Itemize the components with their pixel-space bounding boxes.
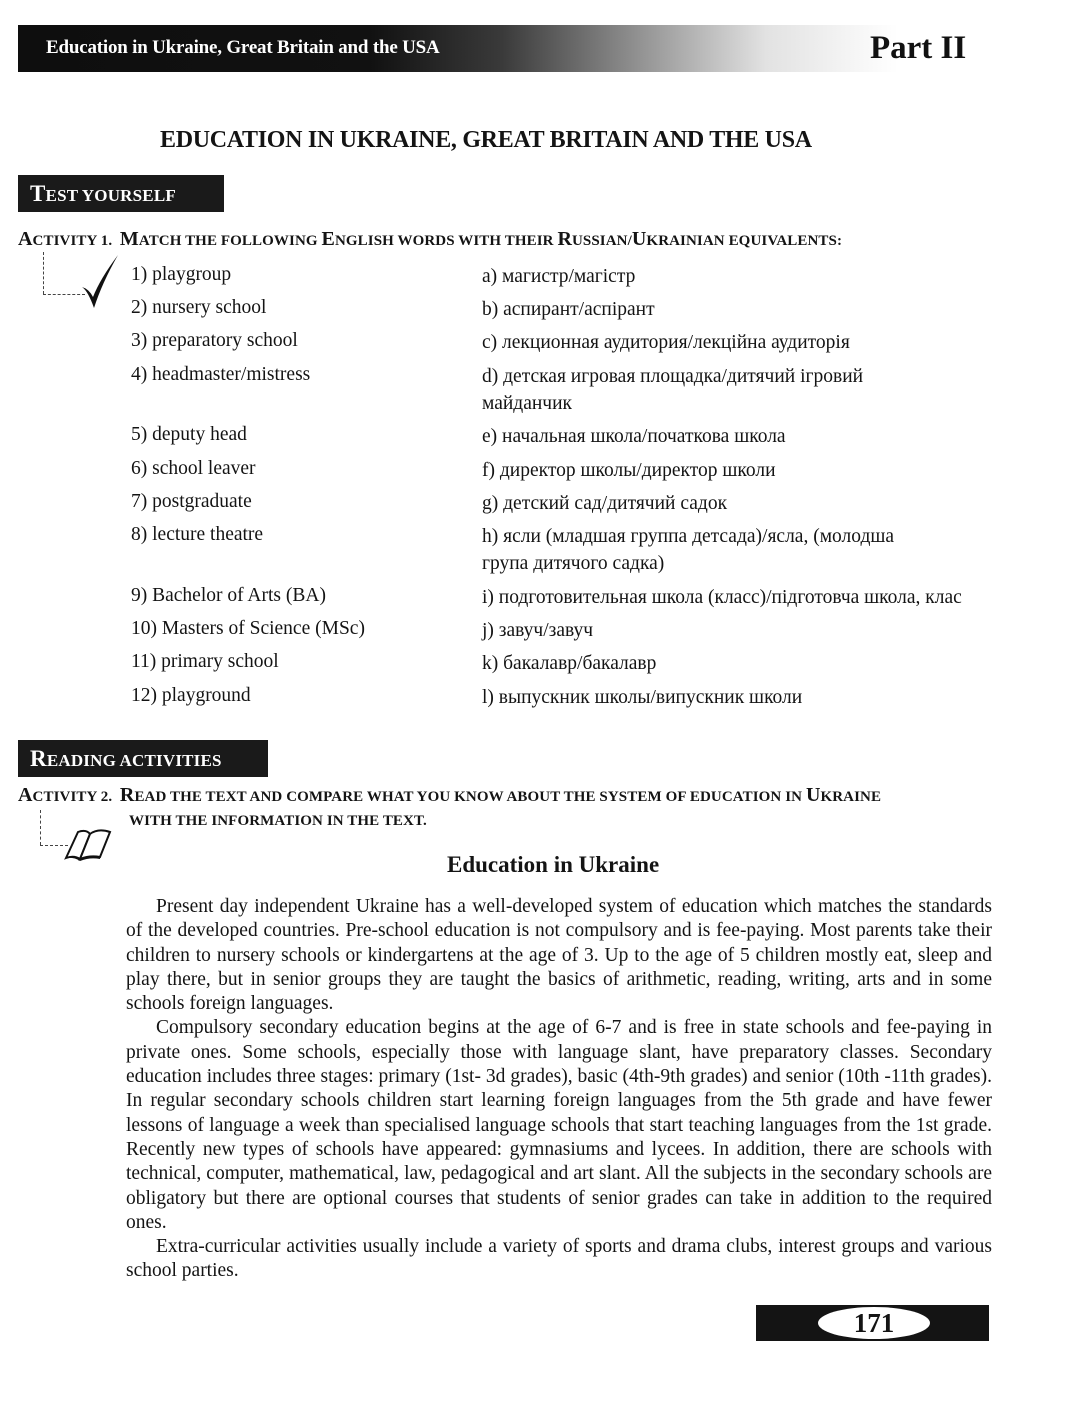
equivalent-line: k) бакалавр/бакалавр bbox=[482, 653, 657, 674]
equivalent-item bbox=[482, 490, 727, 517]
part-label: Part II bbox=[870, 30, 967, 66]
english-term: 10) Masters of Science (MSc) bbox=[131, 618, 365, 639]
paragraph: Extra-curricular activities usually include a variety of sports and drama clubs, interest groups and various school parties. bbox=[126, 1236, 992, 1282]
instr-text: KRAINIAN EQUIVALENTS: bbox=[646, 233, 843, 249]
english-term: 7) postgraduate bbox=[131, 491, 252, 512]
equivalent-item bbox=[482, 457, 776, 484]
section-tag-test-yourself bbox=[18, 175, 224, 212]
equivalent-item bbox=[482, 329, 850, 356]
running-header-title: Education in Ukraine, Great Britain and the USA bbox=[46, 37, 440, 58]
instr-cap: E bbox=[321, 228, 335, 250]
reading-title: Education in Ukraine bbox=[447, 852, 660, 877]
equivalent-line: g) детский сад/дитячий садок bbox=[482, 493, 728, 514]
paragraph: Compulsory secondary education begins at the age of 6-7 and is free in state schools and fee-paying in private ones. Some schools, especially those with language slant, have preparatory classes. Secondary education includes three stages: primary (1st- 3d grades), basic (4th-9th grades) and senior (10th -11th grades). In regular secondary schools children start learning foreign languages from the 5th grade and have fewer lessons of language a week than specialised language schools that start teaching languages from the 1st grade. Recently new types of schools have appeared: gymnasiums and lycees. In addition, there are schools with technical, computer, mathematical, law, pedagogical and art slant. All the subjects in the secondary schools are obligatory but there are optional courses that students of senior grades can take in addition to the required ones. bbox=[126, 1017, 992, 1233]
equivalent-line: a) магистр/магістр bbox=[482, 266, 636, 287]
equivalent-line: f) директор школы/директор школи bbox=[482, 460, 776, 481]
equivalent-line: b) аспирант/аспірант bbox=[482, 299, 655, 320]
activity-2-instruction bbox=[18, 784, 881, 807]
equivalent-item bbox=[482, 363, 863, 417]
connector-line bbox=[43, 252, 44, 294]
instr-text: KRAINE bbox=[820, 789, 882, 805]
equivalent-line: e) начальная школа/початкова школа bbox=[482, 426, 786, 447]
instr-text: EAD THE TEXT AND COMPARE WHAT YOU KNOW ABOUT THE SYSTEM OF EDUCATION IN bbox=[134, 789, 806, 805]
tag-rest: EADING ACTIVITIES bbox=[46, 751, 222, 770]
tag-cap: T bbox=[30, 181, 46, 206]
tag-rest: EST YOURSELF bbox=[45, 186, 176, 205]
equivalent-item bbox=[482, 684, 802, 711]
section-tag-reading-activities bbox=[18, 740, 268, 777]
chapter-title: EDUCATION IN UKRAINE, GREAT BRITAIN AND THE USA bbox=[160, 127, 812, 153]
instr-text: ATCH THE FOLLOWING bbox=[138, 233, 322, 249]
english-term: 2) nursery school bbox=[131, 297, 267, 318]
equivalent-line: група дитячого садка) bbox=[482, 553, 665, 574]
activity-label-cap: A bbox=[18, 228, 33, 250]
tag-cap: R bbox=[30, 746, 47, 771]
page-number: 171 bbox=[853, 1308, 895, 1338]
instr-cap: U bbox=[631, 228, 647, 250]
instr-cap: M bbox=[119, 228, 139, 250]
english-term: 11) primary school bbox=[131, 651, 279, 672]
english-term: 8) lecture theatre bbox=[131, 524, 264, 545]
connector-line bbox=[40, 810, 41, 845]
instr-cap: R bbox=[557, 228, 572, 250]
open-book-icon bbox=[62, 826, 114, 862]
activity-2-instruction-line2: WITH THE INFORMATION IN THE TEXT. bbox=[129, 813, 427, 829]
checkmark-icon bbox=[78, 253, 120, 313]
activity-label-rest: CTIVITY 1. bbox=[32, 233, 113, 249]
equivalent-item bbox=[482, 617, 593, 644]
english-term: 1) playgroup bbox=[131, 264, 232, 285]
equivalent-line: h) ясли (младшая группа детсада)/ясла, (молодша bbox=[482, 526, 895, 547]
equivalent-line: c) лекционная аудитория/лекційна аудиторія bbox=[482, 332, 850, 353]
equivalent-line: майданчик bbox=[482, 393, 573, 414]
paragraph: Present day independent Ukraine has a well-developed system of education which matches the standards of the developed countries. Pre-school education is not compulsory and is fee-paying. Most parents take their children to nursery schools or kindergartens at the age of 3. Up to the age of 5 children mostly eat, sleep and play there, but in senior groups they are taught the basics of arithmetic, reading, writing, arts and in some schools foreign languages. bbox=[126, 896, 992, 1015]
equivalent-line: d) детская игровая площадка/дитячий ігровий bbox=[482, 366, 864, 387]
equivalent-item bbox=[482, 263, 635, 290]
instr-text: NGLISH WORDS WITH THEIR bbox=[334, 233, 558, 249]
equivalent-item bbox=[482, 523, 894, 577]
equivalent-item bbox=[482, 296, 655, 323]
equivalent-item bbox=[482, 650, 656, 677]
instr-cap: U bbox=[805, 784, 821, 806]
english-term: 12) playground bbox=[131, 685, 251, 706]
english-term: 6) school leaver bbox=[131, 458, 256, 479]
equivalent-item bbox=[482, 423, 786, 450]
activity-label-rest: CTIVITY 2. bbox=[32, 789, 113, 805]
english-term: 9) Bachelor of Arts (BA) bbox=[131, 585, 326, 606]
instr-cap: R bbox=[119, 784, 135, 806]
equivalent-line: i) подготовительная школа (класс)/підготовча школа, клас bbox=[482, 587, 962, 608]
english-term: 5) deputy head bbox=[131, 424, 247, 445]
english-term: 4) headmaster/mistress bbox=[131, 364, 311, 385]
activity-1-instruction bbox=[18, 228, 842, 251]
equivalent-line: j) завуч/завуч bbox=[482, 620, 594, 641]
equivalent-item bbox=[482, 584, 962, 611]
english-term: 3) preparatory school bbox=[131, 330, 298, 351]
instr-text: USSIAN/ bbox=[571, 233, 632, 249]
equivalent-line: l) выпускник школы/випускник школи bbox=[482, 687, 803, 708]
activity-label-cap: A bbox=[18, 784, 33, 806]
reading-text bbox=[126, 895, 992, 1284]
